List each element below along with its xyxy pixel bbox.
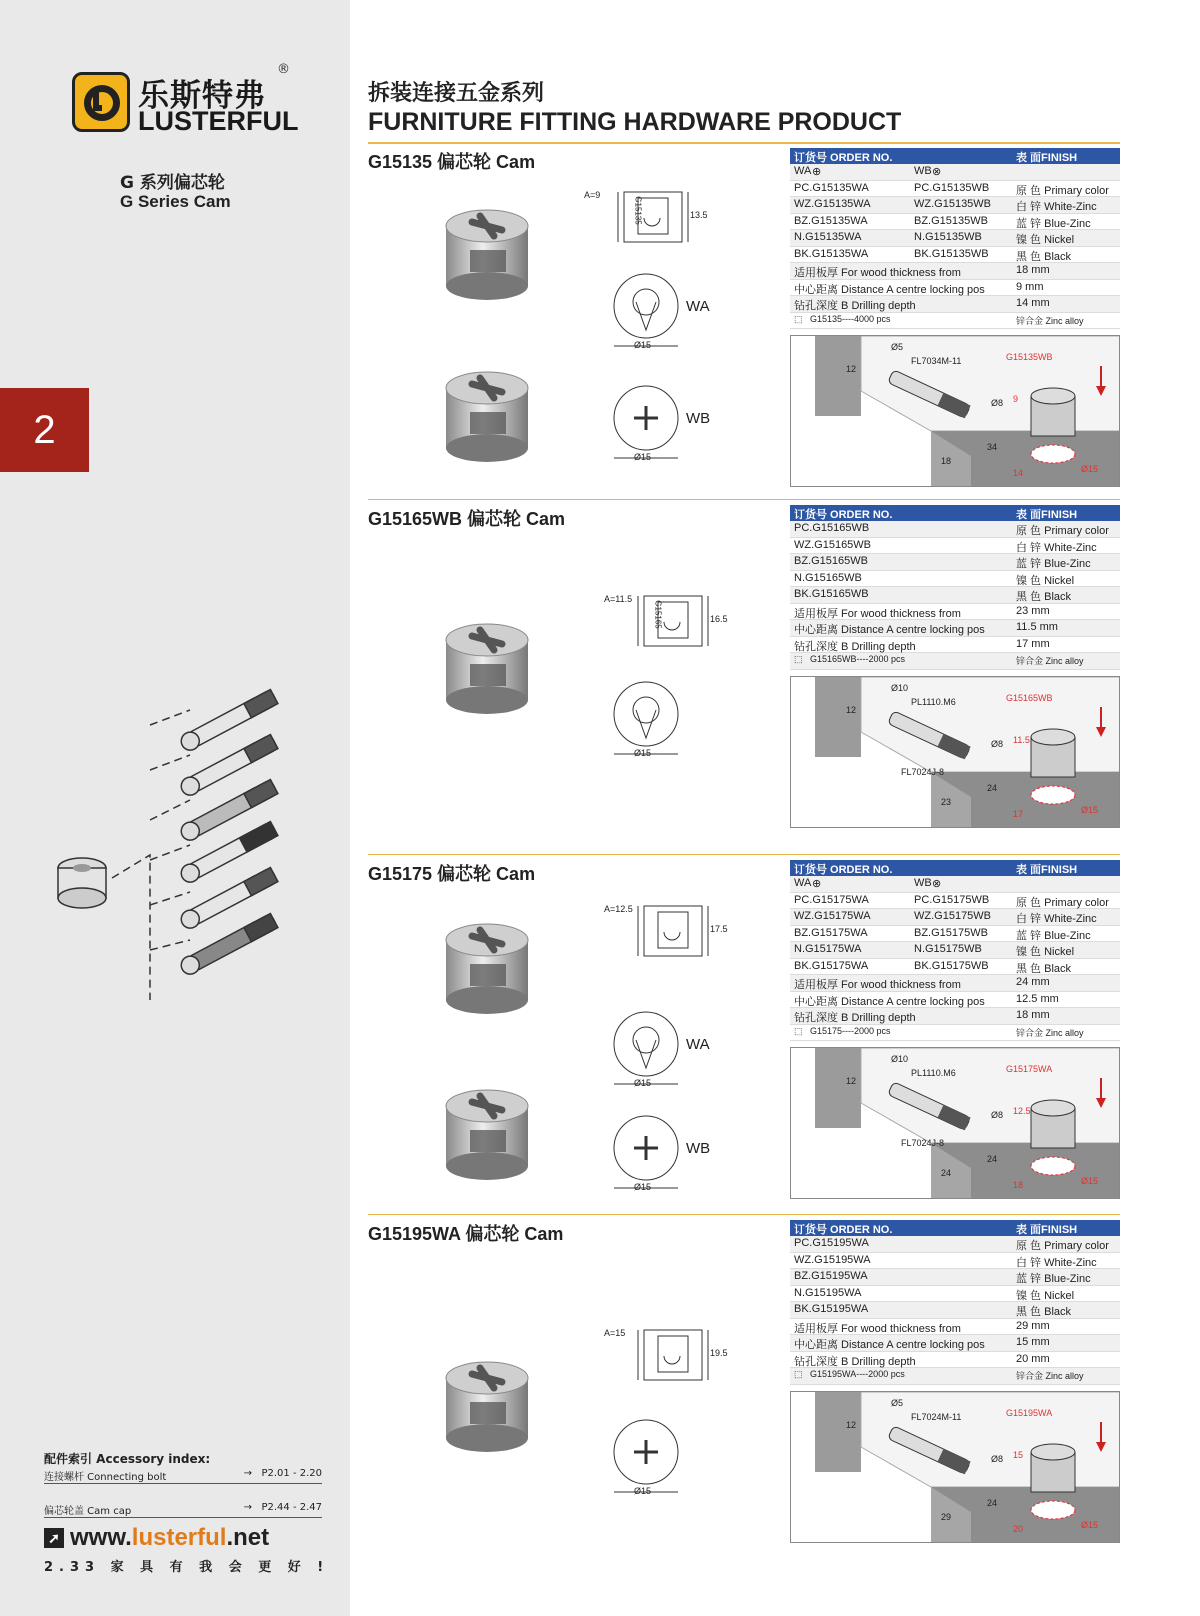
cam-label: G15195WA: [1006, 1407, 1053, 1418]
order-no-cell: N.G15175WA: [794, 943, 862, 955]
table-row: [790, 959, 1120, 976]
finish-cell: 蓝 锌 Blue-Zinc: [1016, 558, 1091, 570]
diameter-label: Ø15: [634, 452, 652, 462]
finish-header: 表 面FINISH: [1016, 864, 1078, 876]
finish-cell: 镍 色 Nickel: [1016, 946, 1075, 958]
spec-value: 24 mm: [1016, 976, 1050, 988]
variant-wb-label: WB: [914, 877, 932, 889]
variant-label: WB: [686, 410, 711, 427]
dim-label: 20: [1013, 1523, 1024, 1534]
series-title-en: G Series Cam: [120, 192, 231, 211]
table-header: [790, 1220, 1120, 1236]
hole-diameter-label: Ø5: [891, 342, 904, 352]
page-title-cn: 拆装连接五金系列: [368, 81, 545, 106]
order-no-cell: BK.G15165WB: [794, 588, 869, 600]
dim-label: 11.5: [1013, 734, 1030, 745]
order-no-header: 订货号 ORDER NO.: [794, 509, 893, 521]
finish-cell: 蓝 锌 Blue-Zinc: [1016, 217, 1091, 230]
package-row: [790, 653, 1120, 670]
table-row: [790, 538, 1120, 555]
spec-row: [790, 604, 1120, 621]
finish-cell: 原 色 Primary color: [1016, 525, 1109, 537]
accessory-pages: P2.44 - 2.47: [261, 1502, 322, 1513]
order-no-cell: N.G15135WA: [794, 231, 862, 243]
table-row: [790, 247, 1120, 264]
dim-label: 12: [846, 364, 857, 374]
table-row: [790, 214, 1120, 231]
table-row: [790, 554, 1120, 571]
spec-value: 9 mm: [1016, 280, 1044, 293]
material-label: 锌合金 Zinc alloy: [1016, 1371, 1084, 1381]
spec-value: 17 mm: [1016, 637, 1050, 650]
dim-a-label: A=9: [584, 190, 601, 200]
cam-side-drawing: [584, 182, 710, 256]
dim-height-label: 16.5: [710, 614, 728, 624]
finish-cell: 黑 色 Black: [1016, 962, 1072, 975]
dim-label: 24: [987, 1497, 998, 1508]
page-footer: 2.33 家 具 有 我 会 更 好 !: [44, 1560, 330, 1575]
order-no-header: 订货号 ORDER NO.: [794, 1224, 893, 1236]
cam-photo: [440, 198, 535, 312]
spec-row: [790, 620, 1120, 637]
order-no-cell: WZ.G15165WB: [794, 538, 872, 551]
finish-cell: 原 色 Primary color: [1016, 184, 1109, 197]
dim-label: 24: [987, 782, 998, 793]
cam-top-drawing: [606, 268, 710, 358]
package-row: [790, 1368, 1120, 1385]
order-no-cell: PC.G15175WB: [914, 893, 990, 906]
order-no-cell: PC.G15195WA: [794, 1237, 869, 1249]
order-no-cell: BZ.G15195WA: [794, 1270, 868, 1282]
finish-cell: 白 锌 White-Zinc: [1016, 913, 1097, 925]
order-table: [790, 860, 1120, 1041]
bolt-label: FL7024J-8: [901, 766, 945, 777]
part-code-label: G15135: [633, 196, 643, 225]
package-row: [790, 313, 1120, 330]
spec-label: 适用板厚 For wood thickness from: [794, 979, 961, 991]
spec-row: [790, 975, 1120, 992]
dim-label: 12: [846, 1076, 857, 1086]
table-row: [790, 893, 1120, 910]
box-icon: ⬚: [794, 1369, 803, 1379]
spec-row: [790, 637, 1120, 654]
cross-icon: ⊕: [812, 166, 822, 178]
divider: [368, 854, 1120, 855]
bolt-label: PL1110.M6: [911, 696, 956, 707]
table-row: [790, 1236, 1120, 1253]
cam-top-drawing: [606, 1414, 686, 1504]
dim-label: 17: [1013, 808, 1024, 819]
spec-label: 钻孔深度 B Drilling depth: [794, 1012, 916, 1024]
order-table: [790, 1220, 1120, 1385]
finish-cell: 蓝 锌 Blue-Zinc: [1016, 929, 1091, 942]
material-label: 锌合金 Zinc alloy: [1016, 1027, 1084, 1038]
dim-label: 24: [987, 1154, 998, 1164]
spec-value: 12.5 mm: [1016, 992, 1059, 1005]
material-label: 锌合金 Zinc alloy: [1016, 315, 1084, 326]
package-qty: G15195WA----2000 pcs: [810, 1369, 905, 1379]
order-no-cell: PC.G15135WA: [794, 181, 869, 194]
logo-text-cn: 乐斯特弗: [138, 78, 266, 114]
cross-icon: ⊕: [812, 878, 822, 890]
order-table: [790, 148, 1120, 329]
section-title: G15195WA 偏芯轮 Cam: [368, 1224, 564, 1244]
finish-cell: 镍 色 Nickel: [1016, 234, 1075, 246]
diameter-label: Ø15: [634, 1078, 652, 1088]
installation-diagram: [790, 1391, 1120, 1543]
divider: [368, 1214, 1120, 1215]
hole-diameter-label: Ø15: [1081, 464, 1099, 474]
hole-diameter-label: Ø8: [991, 1453, 1004, 1464]
order-no-cell: BZ.G15175WA: [794, 926, 868, 939]
spec-label: 适用板厚 For wood thickness from: [794, 1322, 961, 1335]
order-no-cell: BK.G15175WB: [914, 959, 989, 972]
box-icon: ⬚: [794, 1025, 803, 1036]
accessory-label: 连接螺杆 Connecting bolt: [44, 1472, 167, 1483]
table-row: [790, 942, 1120, 959]
finish-header: 表 面FINISH: [1016, 509, 1078, 521]
order-no-cell: BK.G15175WA: [794, 959, 869, 972]
variant-wb-label: WB: [914, 165, 932, 177]
dim-height-label: 17.5: [710, 924, 728, 934]
order-no-cell: WZ.G15135WB: [914, 198, 992, 210]
dim-label: 12: [846, 704, 857, 715]
dim-height-label: 19.5: [710, 1348, 728, 1358]
diameter-label: Ø15: [634, 1182, 652, 1192]
section-title: G15175 偏芯轮 Cam: [368, 864, 536, 884]
arrow-right-icon: →: [243, 1502, 252, 1513]
dim-label: 24: [941, 1168, 952, 1178]
finish-header: 表 面FINISH: [1016, 1224, 1078, 1236]
spec-value: 18 mm: [1016, 1009, 1050, 1021]
order-no-cell: BZ.G15135WB: [914, 214, 988, 227]
cam-label: G15175WA: [1006, 1064, 1053, 1074]
cam-illustration: [58, 858, 106, 908]
page-title-en: FURNITURE FITTING HARDWARE PRODUCT: [368, 108, 902, 136]
variant-wa-label: WA: [794, 877, 812, 889]
spec-row: [790, 1335, 1120, 1352]
spec-label: 中心距离 Distance A centre locking pos: [794, 283, 985, 296]
table-row: [790, 521, 1120, 538]
dim-label: 12: [846, 1419, 857, 1430]
brand-logo: [72, 62, 312, 138]
accessory-index-title: 配件索引 Accessory index:: [44, 1452, 211, 1466]
spec-label: 钻孔深度 B Drilling depth: [794, 640, 916, 653]
bolt-label: FL7024M-11: [911, 1411, 962, 1422]
order-no-cell: N.G15135WB: [914, 231, 982, 243]
table-row: [790, 571, 1120, 588]
order-no-cell: BK.G15135WA: [794, 247, 869, 260]
cam-side-drawing: [604, 896, 730, 970]
finish-cell: 镍 色 Nickel: [1016, 1289, 1075, 1302]
order-no-header: 订货号 ORDER NO.: [794, 152, 893, 164]
variant-row: [790, 876, 1120, 893]
spec-row: [790, 992, 1120, 1009]
order-no-cell: PC.G15135WB: [914, 181, 990, 194]
finish-cell: 黑 色 Black: [1016, 1306, 1072, 1318]
arrow-right-icon: →: [243, 1468, 252, 1479]
package-row: [790, 1025, 1120, 1042]
installation-diagram: [790, 335, 1120, 487]
package-qty: G15135----4000 pcs: [810, 313, 891, 324]
cam-photo: [440, 612, 535, 726]
hole-diameter-label: Ø15: [1081, 1176, 1099, 1186]
registered-mark: ®: [277, 62, 290, 77]
order-no-cell: BK.G15135WB: [914, 247, 989, 260]
installation-diagram: [790, 1047, 1120, 1199]
spec-label: 钻孔深度 B Drilling depth: [794, 300, 916, 312]
divider: [368, 142, 1120, 144]
part-code-label: G15165: [653, 600, 663, 629]
table-row: [790, 1253, 1120, 1270]
series-title-cn: G 系列偏芯轮: [120, 173, 225, 193]
dim-label: 14: [1013, 468, 1024, 478]
cam-top-drawing: [606, 1006, 710, 1096]
cam-top-drawing: [606, 676, 686, 766]
order-no-cell: BZ.G15175WB: [914, 926, 988, 939]
finish-cell: 蓝 锌 Blue-Zinc: [1016, 1273, 1091, 1285]
finish-cell: 白 锌 White-Zinc: [1016, 201, 1097, 213]
page-section-tab: 2: [0, 388, 89, 472]
table-row: [790, 1269, 1120, 1286]
cross-icon: ⊗: [932, 166, 942, 178]
cam-photo: [440, 360, 535, 474]
dim-label: 9: [1013, 394, 1019, 404]
table-row: [790, 197, 1120, 214]
cross-icon: ⊗: [932, 878, 942, 890]
logo-icon: [72, 72, 130, 132]
bolt-assortment-illustration: [50, 660, 310, 1010]
order-no-cell: N.G15195WA: [794, 1286, 862, 1299]
hole-diameter-label: Ø10: [891, 682, 909, 693]
order-no-cell: N.G15175WB: [914, 943, 982, 955]
dim-label: 34: [987, 442, 998, 452]
cam-label: G15135WB: [1006, 352, 1053, 362]
sidebar: [0, 0, 350, 1616]
order-no-cell: BZ.G15135WA: [794, 214, 868, 227]
accessory-label: 偏芯轮盖 Cam cap: [44, 1506, 132, 1517]
dim-label: 23: [941, 796, 952, 807]
finish-cell: 白 锌 White-Zinc: [1016, 541, 1097, 554]
package-qty: G15165WB----2000 pcs: [810, 654, 906, 664]
spec-label: 钻孔深度 B Drilling depth: [794, 1355, 916, 1368]
bolt-label: FL7024J-8: [901, 1138, 945, 1148]
dim-label: 15: [1013, 1449, 1024, 1460]
table-row: [790, 1302, 1120, 1319]
dim-label: 29: [941, 1511, 952, 1522]
spec-row: [790, 280, 1120, 297]
variant-label: WA: [686, 298, 710, 315]
spec-value: 23 mm: [1016, 604, 1050, 617]
hole-diameter-label: Ø10: [891, 1054, 909, 1064]
table-row: [790, 587, 1120, 604]
web-arrow-icon: ➚: [44, 1528, 64, 1548]
table-header: [790, 505, 1120, 521]
cam-photo: [440, 912, 535, 1026]
spec-label: 中心距离 Distance A centre locking pos: [794, 1339, 985, 1351]
finish-cell: 镍 色 Nickel: [1016, 574, 1075, 587]
spec-label: 适用板厚 For wood thickness from: [794, 607, 961, 620]
accessory-row[interactable]: [44, 1466, 322, 1484]
website-link[interactable]: ➚ www.lusterful.net: [44, 1524, 269, 1552]
cam-top-drawing: [606, 380, 711, 470]
spec-value: 11.5 mm: [1016, 621, 1058, 633]
divider: [368, 499, 1120, 500]
finish-cell: 黑 色 Black: [1016, 250, 1072, 263]
variant-row: [790, 164, 1120, 181]
cam-photo: [440, 1078, 535, 1192]
table-row: [790, 230, 1120, 247]
variant-wa-label: WA: [794, 165, 812, 177]
table-row: [790, 926, 1120, 943]
order-no-cell: PC.G15175WA: [794, 893, 869, 906]
spec-value: 18 mm: [1016, 264, 1050, 276]
spec-row: [790, 1352, 1120, 1369]
spec-row: [790, 296, 1120, 313]
dim-a-label: A=11.5: [604, 594, 633, 604]
order-no-cell: WZ.G15175WA: [794, 910, 871, 922]
spec-row: [790, 1319, 1120, 1336]
finish-cell: 原 色 Primary color: [1016, 896, 1109, 909]
spec-value: 20 mm: [1016, 1352, 1050, 1365]
hole-diameter-label: Ø15: [1081, 804, 1099, 815]
logo-text-en: LUSTERFUL: [138, 106, 299, 136]
spec-label: 中心距离 Distance A centre locking pos: [794, 995, 985, 1008]
table-row: [790, 909, 1120, 926]
diameter-label: Ø15: [634, 340, 652, 350]
order-table: [790, 505, 1120, 670]
box-icon: ⬚: [794, 654, 803, 664]
order-no-cell: WZ.G15135WA: [794, 198, 871, 210]
variant-label: WB: [686, 1140, 711, 1157]
table-row: [790, 181, 1120, 198]
hole-diameter-label: Ø15: [1081, 1519, 1099, 1530]
table-header: [790, 860, 1120, 876]
bolt-label: FL7034M-11: [911, 356, 962, 366]
finish-header: 表 面FINISH: [1016, 152, 1078, 164]
order-no-cell: WZ.G15175WB: [914, 910, 992, 922]
accessory-pages: P2.01 - 2.20: [261, 1468, 322, 1479]
order-no-cell: WZ.G15195WA: [794, 1253, 871, 1266]
finish-cell: 白 锌 White-Zinc: [1016, 1256, 1097, 1269]
cam-side-drawing: [604, 1320, 730, 1394]
order-no-cell: PC.G15165WB: [794, 522, 870, 534]
dim-label: 18: [941, 456, 952, 466]
dim-height-label: 13.5: [690, 210, 708, 220]
accessory-row[interactable]: [44, 1500, 322, 1518]
finish-cell: 黑 色 Black: [1016, 591, 1072, 603]
order-no-header: 订货号 ORDER NO.: [794, 864, 893, 876]
cam-photo: [440, 1350, 535, 1464]
dim-a-label: A=15: [604, 1328, 626, 1338]
table-header: [790, 148, 1120, 164]
installation-diagram: [790, 676, 1120, 828]
material-label: 锌合金 Zinc alloy: [1016, 656, 1084, 666]
hole-diameter-label: Ø8: [991, 738, 1004, 749]
spec-label: 适用板厚 For wood thickness from: [794, 267, 961, 279]
package-qty: G15175----2000 pcs: [810, 1025, 891, 1036]
cam-top-drawing: [606, 1110, 711, 1200]
variant-label: WA: [686, 1036, 710, 1053]
section-title: G15165WB 偏芯轮 Cam: [368, 509, 566, 529]
dim-label: 18: [1013, 1180, 1024, 1190]
finish-cell: 原 色 Primary color: [1016, 1240, 1109, 1252]
section-title: G15135 偏芯轮 Cam: [368, 152, 536, 172]
cam-side-drawing: [604, 586, 730, 660]
diameter-label: Ø15: [634, 1486, 652, 1496]
hole-diameter-label: Ø5: [891, 1397, 904, 1408]
spec-label: 中心距离 Distance A centre locking pos: [794, 624, 985, 636]
spec-row: [790, 263, 1120, 280]
spec-value: 15 mm: [1016, 1336, 1050, 1348]
spec-row: [790, 1008, 1120, 1025]
bolt-label: PL1110.M6: [911, 1068, 956, 1078]
spec-value: 14 mm: [1016, 297, 1050, 309]
order-no-cell: BZ.G15165WB: [794, 555, 868, 567]
cam-label: G15165WB: [1006, 692, 1053, 703]
table-row: [790, 1286, 1120, 1303]
hole-diameter-label: Ø8: [991, 1110, 1004, 1120]
diameter-label: Ø15: [634, 748, 652, 758]
order-no-cell: N.G15165WB: [794, 571, 862, 584]
spec-value: 29 mm: [1016, 1319, 1050, 1332]
box-icon: ⬚: [794, 313, 803, 324]
dim-label: 12.5: [1013, 1106, 1031, 1116]
dim-a-label: A=12.5: [604, 904, 633, 914]
hole-diameter-label: Ø8: [991, 398, 1004, 408]
order-no-cell: BK.G15195WA: [794, 1303, 869, 1315]
